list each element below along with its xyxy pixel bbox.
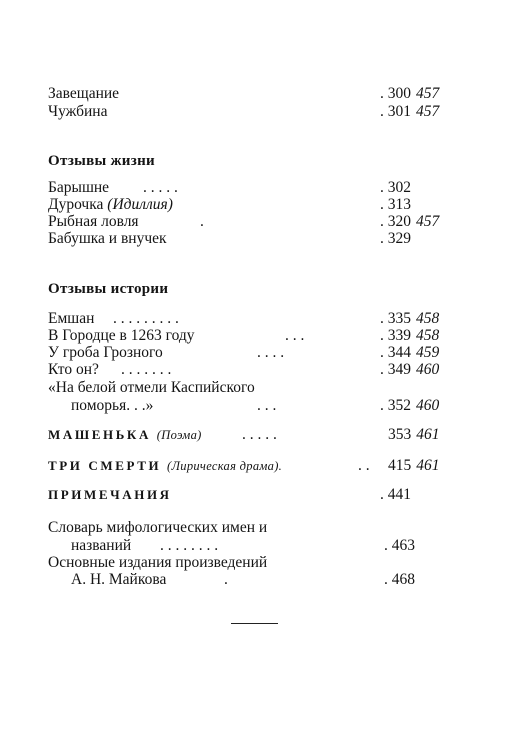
- toc-entry: [0, 425, 526, 445]
- entry-pages: [380, 229, 411, 249]
- entry-title: «На белой отмели Каспийского: [48, 379, 255, 396]
- section-heading: Отзывы истории: [48, 281, 169, 297]
- note-page: 457: [416, 103, 440, 120]
- entry-title: Кто он?: [48, 361, 99, 378]
- leader-dots: . . . . . . . . .: [113, 310, 179, 327]
- note-page: 460: [416, 397, 440, 414]
- page-number: . 313: [380, 196, 411, 213]
- toc-entry: [0, 102, 526, 122]
- entry-title: Барышне: [48, 179, 110, 196]
- leader-dots: . . . . .: [143, 179, 178, 196]
- page-number: . 352: [380, 397, 411, 414]
- entry-title: У гроба Грозного: [48, 344, 163, 361]
- leader-dots: . . .: [257, 397, 277, 414]
- entry-title: Рыбная ловля: [48, 213, 139, 230]
- page-number: 353: [388, 426, 412, 443]
- entry-title-continued: А. Н. Майкова: [71, 571, 167, 588]
- entry-pages: [380, 84, 439, 104]
- toc-entry-continuation: [0, 570, 526, 590]
- leader-dots: . . . . . . .: [121, 361, 172, 378]
- page-number: . 441: [380, 486, 411, 503]
- leader-dots: . . . . . . . .: [160, 537, 219, 554]
- leader-dots: .: [224, 571, 228, 588]
- toc-entry-continuation: [0, 396, 526, 416]
- toc-entry: [0, 485, 526, 505]
- work-title: ПРИМЕЧАНИЯ: [48, 487, 172, 502]
- work-title: МАШЕНЬКА (Поэма): [48, 427, 202, 442]
- entry-pages: [380, 396, 439, 416]
- page-number: . 344: [380, 344, 411, 361]
- note-page: 458: [416, 310, 440, 327]
- entry-title: Основные издания произведений: [48, 554, 268, 571]
- page-number: . 320: [380, 213, 411, 230]
- entry-title: Словарь мифологических имен и: [48, 519, 268, 536]
- work-subtitle: (Поэма): [156, 428, 202, 442]
- leader-dots: . . . . .: [242, 426, 277, 443]
- note-page: 460: [416, 361, 440, 378]
- note-page: 457: [416, 85, 440, 102]
- page-number: . 301: [380, 103, 411, 120]
- toc-entry: [0, 84, 526, 104]
- note-page: 461: [416, 457, 440, 474]
- toc-entry: [0, 456, 526, 476]
- leader-dots: . . .: [285, 327, 305, 344]
- page-number: . 339: [380, 327, 411, 344]
- entry-title: Завещание: [48, 85, 120, 102]
- entry-pages: [380, 360, 439, 380]
- note-page: 458: [416, 327, 440, 344]
- entry-pages: [388, 456, 440, 476]
- note-page: 461: [416, 426, 440, 443]
- entry-title-continued: поморья. . .»: [71, 397, 154, 414]
- page-number: . 335: [380, 310, 411, 327]
- leader-dots: .: [200, 213, 204, 230]
- entry-title: В Городце в 1263 году: [48, 327, 195, 344]
- entry-title: Чужбина: [48, 103, 108, 120]
- toc-entry: [0, 378, 526, 398]
- end-rule: [231, 623, 278, 624]
- note-page: 459: [416, 344, 440, 361]
- entry-title-continued: названий: [71, 537, 132, 554]
- page-number: . 463: [384, 537, 415, 554]
- toc-entry: [0, 518, 526, 538]
- work-title: ТРИ СМЕРТИ (Лирическая драма).: [48, 458, 283, 473]
- entry-pages: [388, 425, 440, 445]
- toc-entry: [0, 229, 526, 249]
- leader-dots: . . . .: [257, 344, 285, 361]
- entry-title: Дурочка (Идиллия): [48, 196, 173, 213]
- toc-entry: [0, 360, 526, 380]
- work-subtitle: (Лирическая драма).: [167, 459, 283, 473]
- entry-pages: [380, 102, 439, 122]
- leader-dots: . .: [358, 457, 370, 474]
- page-number: . 300: [380, 85, 411, 102]
- entry-title: Бабушка и внучек: [48, 230, 167, 247]
- page-number: 415: [388, 457, 412, 474]
- page-number: . 302: [380, 179, 411, 196]
- page-number: . 468: [384, 571, 415, 588]
- note-page: 457: [416, 213, 440, 230]
- entry-subtitle: (Идиллия): [107, 196, 173, 213]
- page-number: . 349: [380, 361, 411, 378]
- section-heading: Отзывы жизни: [48, 153, 155, 169]
- page-number: . 329: [380, 230, 411, 247]
- entry-title: Емшан: [48, 310, 95, 327]
